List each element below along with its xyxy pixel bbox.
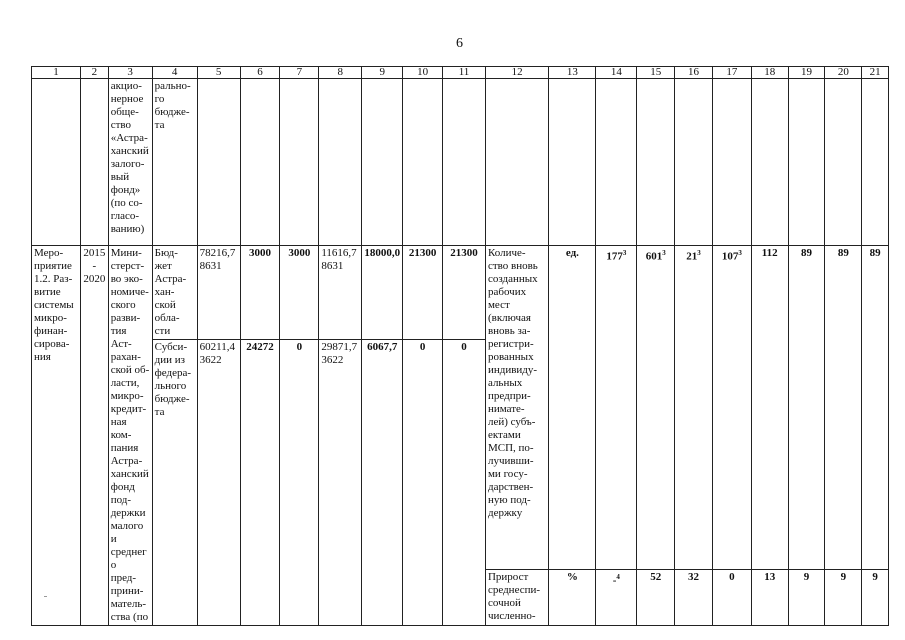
indicator-value-17: 0 [712, 570, 751, 626]
header-cell: 17 [712, 67, 751, 79]
table-cell [751, 79, 788, 246]
header-cell: 4 [152, 67, 197, 79]
table-cell [549, 79, 596, 246]
funding-total: 60211,43622 [197, 340, 240, 626]
table-cell [32, 79, 81, 246]
funding-total: 78216,78631 [197, 246, 240, 340]
indicator-value-20: 89 [825, 246, 862, 570]
table-cell [240, 79, 280, 246]
header-cell: 20 [825, 67, 862, 79]
indicator-value-15: 52 [637, 570, 675, 626]
header-cell: 13 [549, 67, 596, 79]
header-cell: 6 [240, 67, 280, 79]
header-cell: 18 [751, 67, 788, 79]
indicator-name: Количе- ство вновь созданных рабочих мест (включая вновь за- регистри- рованных индивиду- альных предпри- нимате- лей) субъ- ектами МСП, по- лучивши- ми госу- дарствен- ную под- держку [485, 246, 548, 570]
table-cell [197, 79, 240, 246]
table-cell [319, 79, 362, 246]
table-cell [443, 79, 486, 246]
indicator-value-15: $601^3$ [637, 246, 675, 570]
header-cell: 15 [637, 67, 675, 79]
header-cell: 1 [32, 67, 81, 79]
header-cell: 3 [108, 67, 152, 79]
table-cell [675, 79, 713, 246]
funding-source: Бюд- жет Астра- хан- ской обла- сти [152, 246, 197, 340]
header-cell: 19 [788, 67, 825, 79]
table-cell [825, 79, 862, 246]
activity-name: Меро- приятие 1.2. Раз- витие системы микро- финан- сирова- ния [32, 246, 81, 626]
funding-2019: 0 [403, 340, 443, 626]
funding-2018: 18000,0 [362, 246, 403, 340]
executor-continued: акцио- нерное обще- ство «Астра- ханский залого- вый фонд» (по со- гласо- ванию) [108, 79, 152, 246]
table-cell [637, 79, 675, 246]
indicator-value-17: $107^3$ [712, 246, 751, 570]
table-cell [485, 79, 548, 246]
indicator-unit: % [549, 570, 596, 626]
funding-2019: 21300 [403, 246, 443, 340]
program-table [31, 66, 889, 626]
table-cell [403, 79, 443, 246]
table-cell [362, 79, 403, 246]
indicator-value-14: -$^4$ [596, 570, 637, 626]
activity-period: 2015 - 2020 [81, 246, 109, 626]
header-cell: 5 [197, 67, 240, 79]
header-cell: 11 [443, 67, 486, 79]
funding-2017: 11616,78631 [319, 246, 362, 340]
funding-2020: 0 [443, 340, 486, 626]
funding-source: Субси- дии из федера- льного бюдже- та [152, 340, 197, 626]
page-number: 6 [456, 36, 463, 51]
funding-2016: 3000 [280, 246, 319, 340]
funding-2020: 21300 [443, 246, 486, 340]
indicator-value-19: 9 [788, 570, 825, 626]
indicator-value-18: 13 [751, 570, 788, 626]
header-cell: 12 [485, 67, 548, 79]
indicator-value-16: 32 [675, 570, 713, 626]
funding-2015: 3000 [240, 246, 280, 340]
funding-2018: 6067,7 [362, 340, 403, 626]
indicator-value-21: 9 [862, 570, 889, 626]
indicator-name: Прирост среднеспи- сочной численно- [485, 570, 548, 626]
continuation-row [32, 79, 889, 246]
table-cell [280, 79, 319, 246]
indicator-value-19: 89 [788, 246, 825, 570]
table-cell [862, 79, 889, 246]
header-cell: 9 [362, 67, 403, 79]
header-cell: 14 [596, 67, 637, 79]
header-cell: 16 [675, 67, 713, 79]
funding-2017: 29871,73622 [319, 340, 362, 626]
indicator-value-14: $177^3$ [596, 246, 637, 570]
table-cell [81, 79, 109, 246]
table-cell [712, 79, 751, 246]
indicator-value-16: $21^3$ [675, 246, 713, 570]
scan-mark [44, 596, 47, 597]
table-cell [788, 79, 825, 246]
indicator-value-21: 89 [862, 246, 889, 570]
funding-2016: 0 [280, 340, 319, 626]
header-row [32, 67, 889, 79]
source-continued: рально- го бюдже- та [152, 79, 197, 246]
funding-2015: 24272 [240, 340, 280, 626]
header-cell: 8 [319, 67, 362, 79]
header-cell: 21 [862, 67, 889, 79]
activity-row-source-1 [32, 246, 889, 340]
header-cell: 7 [280, 67, 319, 79]
indicator-value-18: 112 [751, 246, 788, 570]
header-cell: 2 [81, 67, 109, 79]
indicator-unit: ед. [549, 246, 596, 570]
activity-executor: Мини- стерст- во эко- номиче- ского разви- тия Аст- рахан- ской об- ласти, микро- кредит- ная ком- пания Астра- ханский фонд под- держки малого и среднего пред- прини- матель- ства (по [108, 246, 152, 626]
header-cell: 10 [403, 67, 443, 79]
table-cell [596, 79, 637, 246]
indicator-value-20: 9 [825, 570, 862, 626]
